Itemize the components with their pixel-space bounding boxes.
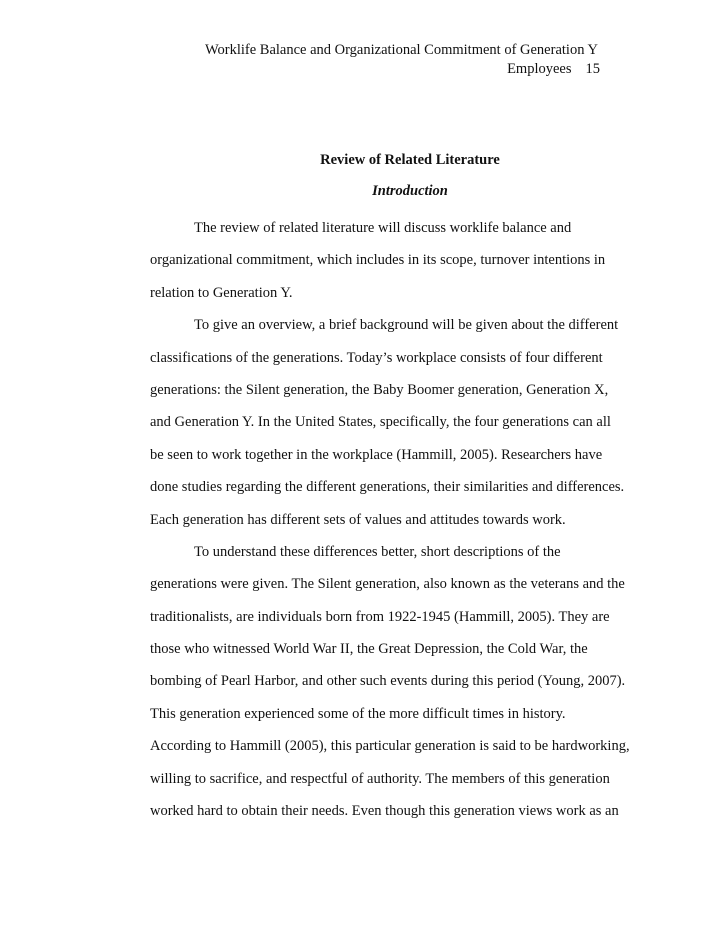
paragraph-line: classifications of the generations. Today’s workplace consists of four different: [150, 349, 603, 366]
running-head-title-end: Employees: [507, 61, 572, 77]
subsection-title: Introduction: [372, 183, 448, 199]
paragraph-line: Each generation has different sets of values and attitudes towards work.: [150, 511, 566, 528]
paragraph-line: generations were given. The Silent generation, also known as the veterans and the: [150, 576, 625, 593]
paragraph-line: relation to Generation Y.: [150, 284, 293, 301]
body-text: [150, 212, 630, 827]
section-title: Review of Related Literature: [320, 152, 500, 168]
paragraph-line: willing to sacrifice, and respectful of authority. The members of this generation: [150, 770, 610, 787]
paragraph-line: This generation experienced some of the more difficult times in history.: [150, 705, 566, 722]
paragraph-line: worked hard to obtain their needs. Even though this generation views work as an: [150, 803, 619, 820]
paragraph-line: those who witnessed World War II, the Great Depression, the Cold War, the: [150, 641, 588, 658]
running-head-title-continued: [150, 60, 600, 79]
paragraph-line: traditionalists, are individuals born from 1922-1945 (Hammill, 2005). They are: [150, 608, 610, 625]
paragraph-line: To understand these differences better, short descriptions of the: [194, 543, 561, 560]
paragraph-line: and Generation Y. In the United States, specifically, the four generations can all: [150, 414, 611, 431]
paragraph-line: organizational commitment, which includes in its scope, turnover intentions in: [150, 252, 606, 269]
paragraph-line: bombing of Pearl Harbor, and other such events during this period (Young, 2007).: [150, 673, 626, 690]
running-head-title: Worklife Balance and Organizational Commitment of Generation Y: [204, 42, 598, 58]
paragraph-line: be seen to work together in the workplace (Hammill, 2005). Researchers have: [150, 446, 603, 463]
running-head: [150, 41, 600, 79]
paragraph-line: generations: the Silent generation, the Baby Boomer generation, Generation X,: [150, 381, 609, 398]
paragraph-line: To give an overview, a brief background will be given about the different: [194, 317, 619, 334]
paragraph-line: done studies regarding the different generations, their similarities and differences.: [150, 479, 625, 496]
page-number: 15: [585, 61, 600, 77]
paragraph-line: According to Hammill (2005), this particular generation is said to be hardworking,: [150, 738, 630, 755]
paragraph-line: The review of related literature will discuss worklife balance and: [194, 220, 572, 236]
